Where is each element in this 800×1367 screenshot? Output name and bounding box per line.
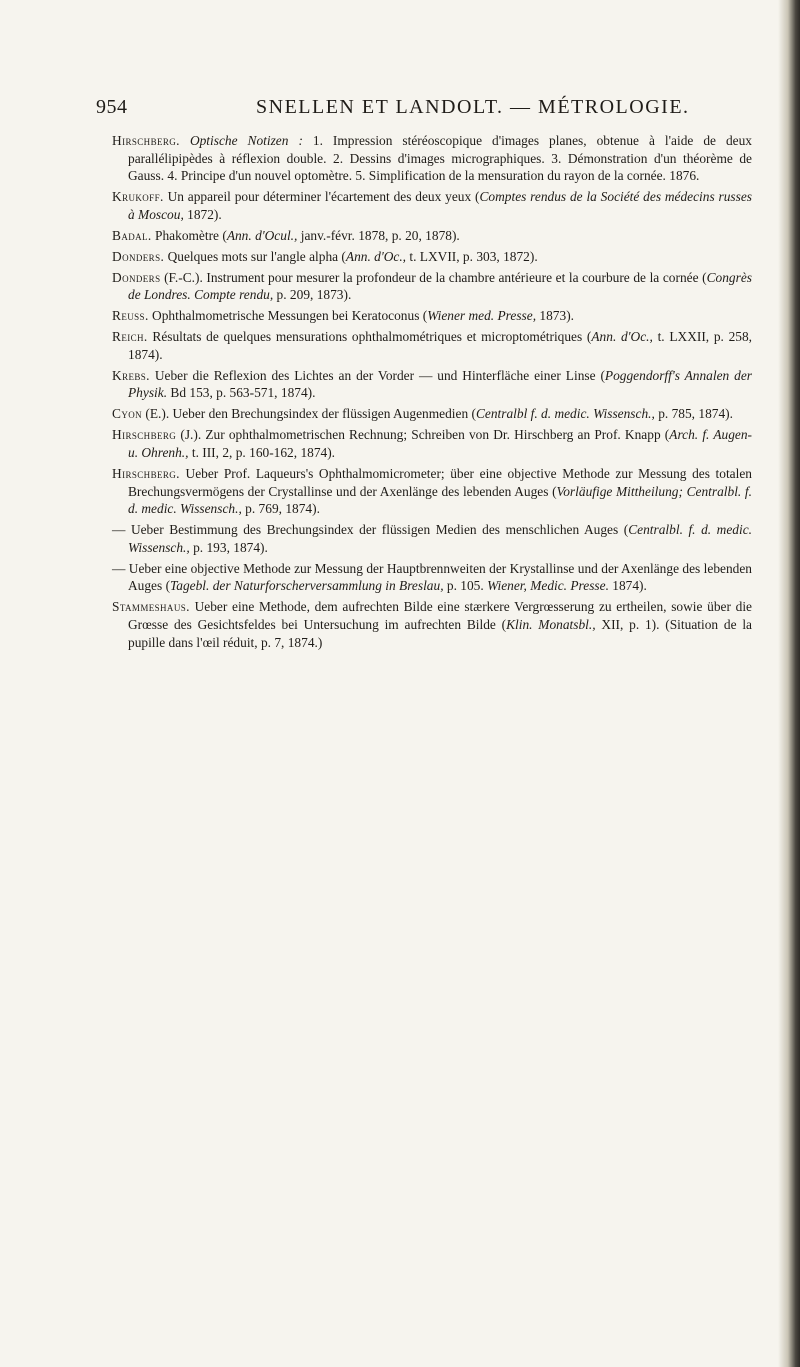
entry-author: Badal. — [112, 227, 152, 243]
bibliography-entry — [112, 227, 752, 245]
entry-text: t. III, 2, p. 160-162, 1874). — [188, 445, 336, 461]
page-header — [96, 96, 750, 126]
entry-text: Résultats de quelques mensurations ophthalmométriques et microptométriques ( — [147, 329, 592, 345]
entry-source-title: Poggendorff's Annalen der Physik. — [128, 367, 753, 401]
bibliography-entry — [112, 307, 752, 325]
entry-text: 1. Impression stéréoscopique d'images planes, obtenue à l'aide de deux parallélipipèdes à réflexion double. 2. Dessins d'images micrographiques. 3. Démonstration d'un théorème de Gauss. 4. Principe d'un nouvel optomètre. 5. Simplification de la mensuration du rayon de la cornée. 1876. — [128, 133, 752, 184]
entry-text: t. LXVII, p. 303, 1872). — [406, 248, 538, 264]
entry-text: Ueber Prof. Laqueurs's Ophthalmomicrometer; über eine objective Methode zur Messung des totalen Brechungsvermögens der Crystallinse und der Axenlänge des lebenden Auges ( — [128, 466, 752, 499]
bibliography-entry — [112, 328, 752, 363]
entry-text: XII, p. 1). (Situation de la pupille dans l'œil réduit, p. 7, 1874.) — [128, 616, 752, 650]
entry-author: Reich. — [112, 329, 148, 345]
page-edge-shadow — [778, 0, 800, 1367]
bibliography-entry — [112, 188, 752, 223]
entry-text: Phakomètre ( — [151, 227, 227, 243]
entry-source-title: Ann. d'Ocul., — [226, 227, 298, 243]
entry-source-title: Centralbl. f. d. medic. Wissensch., — [128, 522, 752, 555]
entry-author: Donders — [112, 269, 161, 285]
entry-author: Hirschberg. — [112, 466, 180, 481]
entry-source-title: Wiener, Medic. Presse. — [487, 578, 609, 594]
entry-source-title: Ann. d'Oc., — [345, 248, 407, 264]
bibliography-list — [112, 132, 752, 655]
entry-author: Hirschberg. — [112, 133, 180, 148]
entry-source-title: Tagebl. der Naturforscherversammlung in Breslau, — [170, 578, 444, 594]
entry-author: Donders. — [112, 248, 165, 264]
entry-source-title: Optische Notizen : — [189, 133, 303, 148]
bibliography-entry — [112, 521, 752, 556]
entry-author: Krebs. — [112, 367, 150, 383]
entry-text: 1874). — [608, 578, 647, 594]
entry-source-title: Comptes rendus de la Société des médecins russes à Moscou, — [128, 189, 752, 222]
bibliography-entry — [112, 598, 752, 651]
bibliography-entry — [112, 465, 752, 518]
entry-source-title: Klin. Monatsbl., — [506, 616, 596, 632]
bibliography-entry — [112, 248, 752, 266]
bibliography-entry — [112, 269, 752, 304]
entry-text: — Ueber Bestimmung des Brechungsindex der flüssigen Medien des menschlichen Auges ( — [112, 522, 629, 538]
entry-text: Ueber eine Methode, dem aufrechten Bilde eine stærkere Vergrœsserung zu ertheilen, sowie über die Grœsse des Gesichtsfeldes bei Untersuchung im aufrechten Bilde ( — [128, 599, 752, 632]
entry-author: Krukoff. — [112, 189, 164, 205]
entry-text: 1872). — [183, 206, 222, 222]
entry-text: 1873). — [536, 308, 574, 324]
entry-text: Bd 153, p. 563-571, 1874). — [167, 385, 316, 401]
entry-source-title: Wiener med. Presse, — [427, 308, 537, 324]
entry-source-title: Arch. f. Augen- u. Ohrenh., — [128, 427, 752, 461]
entry-text: t. LXXII, p. 258, 1874). — [128, 329, 753, 362]
entry-text: (E.). Ueber den Brechungsindex der flüssigen Augenmedien ( — [142, 406, 476, 422]
entry-text: Un appareil pour déterminer l'écartement des deux yeux ( — [163, 189, 480, 205]
entry-text: Ophthalmometrische Messungen bei Keratoconus ( — [148, 308, 428, 324]
bibliography-entry — [112, 560, 752, 595]
entry-text: p. 769, 1874). — [241, 501, 320, 517]
entry-author: Reuss. — [112, 308, 149, 324]
entry-author: Cyon — [112, 406, 143, 422]
entry-text: p. 209, 1873). — [273, 287, 352, 303]
entry-author: Hirschberg — [112, 427, 177, 443]
entry-text: Ueber die Reflexion des Lichtes an der Vorder — und Hinterfläche einer Linse ( — [149, 367, 605, 383]
entry-text: p. 193, 1874). — [189, 539, 268, 555]
entry-text: — Ueber eine objective Methode zur Messung der Hauptbrennweiten der Krystallinse und der Axenlänge des lebenden Auges ( — [112, 560, 752, 594]
entry-text: janv.-févr. 1878, p. 20, 1878). — [297, 227, 460, 243]
bibliography-entry — [112, 405, 752, 423]
entry-text: p. 785, 1874). — [654, 406, 733, 422]
running-title: SNELLEN ET LANDOLT. — MÉTROLOGIE. — [256, 96, 690, 118]
entry-text: (F.-C.). Instrument pour mesurer la profondeur de la chambre antérieure et la courbure de la cornée ( — [160, 269, 707, 285]
entry-source-title: Centralbl f. d. medic. Wissensch., — [475, 406, 655, 422]
bibliography-entry — [112, 426, 752, 461]
entry-author: Stammeshaus. — [112, 599, 190, 615]
bibliography-entry — [112, 132, 752, 185]
entry-source-title: Ann. d'Oc., — [591, 329, 653, 345]
entry-source-title: Congrès de Londres. Compte rendu, — [128, 269, 752, 303]
entry-text: Quelques mots sur l'angle alpha ( — [164, 248, 346, 264]
page-number: 954 — [96, 96, 128, 118]
entry-text: p. 105. — [443, 578, 488, 594]
entry-text: (J.). Zur ophthalmometrischen Rechnung; Schreiben von Dr. Hirschberg an Prof. Knapp ( — [176, 427, 670, 443]
bibliography-entry — [112, 367, 752, 402]
entry-source-title: Vorläufige Mittheilung; Centralbl. f. d. medic. Wissensch., — [128, 483, 752, 517]
entry-text — [180, 133, 190, 148]
